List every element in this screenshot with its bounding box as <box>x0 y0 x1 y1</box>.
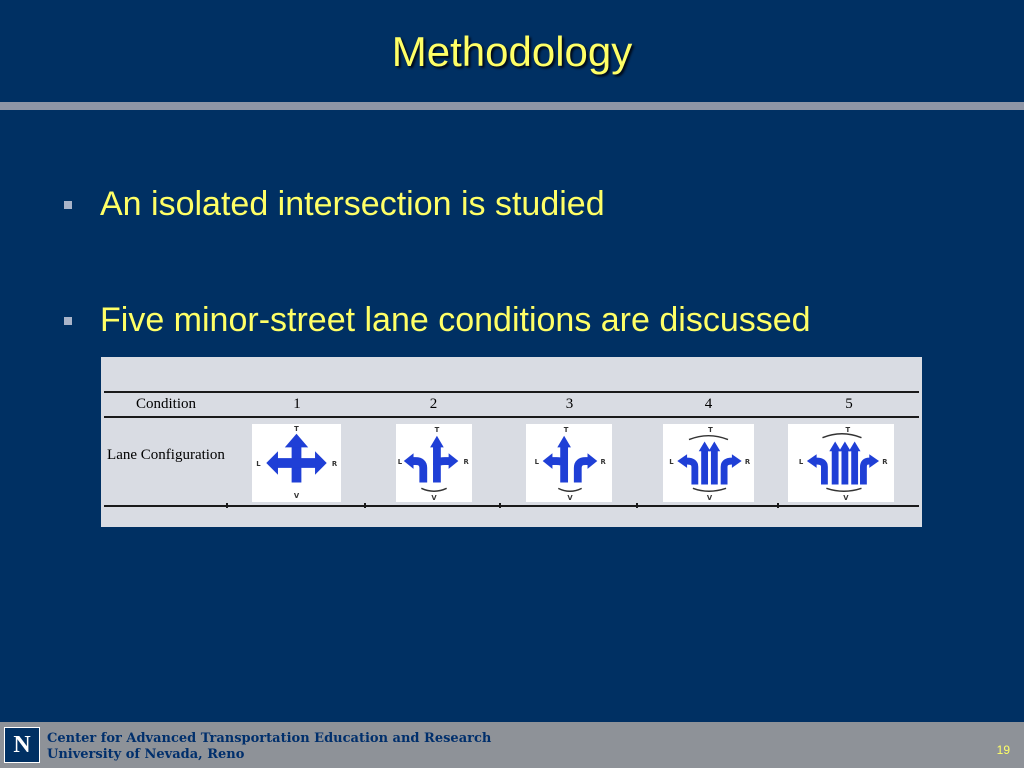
column-tick <box>226 503 228 508</box>
label-t: T <box>845 425 851 434</box>
condition-number: 5 <box>845 396 853 412</box>
column-tick <box>636 503 638 508</box>
footer-organization: Center for Advanced Transportation Education and Research <box>47 731 492 746</box>
lane-condition-table <box>101 357 922 527</box>
label-t: T <box>563 425 569 434</box>
lane-diagram-5 <box>788 424 894 502</box>
label-l: L <box>256 459 261 468</box>
label-l: L <box>798 457 804 466</box>
label-t: T <box>294 424 299 433</box>
exclusive-left-two-through-right-icon <box>788 424 894 502</box>
table-rule-header <box>104 416 919 418</box>
slide-title: Methodology <box>391 28 633 75</box>
label-l: L <box>669 457 674 466</box>
condition-header: Condition <box>135 396 196 412</box>
label-r: R <box>331 459 338 468</box>
slide-footer <box>0 722 1024 768</box>
label-v: V <box>293 492 300 501</box>
label-v: V <box>706 494 713 502</box>
lane-diagram-4 <box>663 424 754 502</box>
lane-diagram-1 <box>252 424 341 502</box>
bullet-text: An isolated intersection is studied <box>100 185 605 223</box>
label-t: T <box>708 425 713 434</box>
bullet-item <box>64 185 605 224</box>
exclusive-left-shared-through-right-icon <box>396 424 472 502</box>
bullet-item <box>64 301 811 340</box>
condition-number: 4 <box>704 396 713 412</box>
title-divider <box>0 102 1024 110</box>
bullet-text: Five minor-street lane conditions are discussed <box>100 301 811 339</box>
column-tick <box>364 503 366 508</box>
bullet-square-icon <box>64 201 72 209</box>
label-r: R <box>882 457 888 466</box>
label-v: V <box>567 494 573 502</box>
shared-left-through-exclusive-right-icon <box>526 424 612 502</box>
lane-diagram-3 <box>526 424 612 502</box>
exclusive-left-through-right-icon <box>663 424 754 502</box>
shared-left-through-right-lane-icon <box>252 424 341 502</box>
column-tick <box>777 503 779 508</box>
label-r: R <box>463 457 469 466</box>
label-l: L <box>397 457 403 466</box>
table-rule-top <box>104 391 919 393</box>
lane-diagram-2 <box>396 424 472 502</box>
label-v: V <box>431 494 437 502</box>
label-r: R <box>600 457 606 466</box>
condition-number: 1 <box>293 396 301 412</box>
column-tick <box>499 503 501 508</box>
label-r: R <box>744 457 751 466</box>
page-number: 19 <box>996 743 1010 757</box>
bullet-square-icon <box>64 317 72 325</box>
label-l: L <box>534 457 539 466</box>
university-logo: N <box>4 727 40 763</box>
footer-university: University of Nevada, Reno <box>47 747 245 762</box>
label-v: V <box>843 494 849 502</box>
condition-number: 3 <box>565 396 574 412</box>
label-t: T <box>434 425 440 434</box>
lane-configuration-label: Lane Configuration <box>107 447 225 463</box>
condition-number: 2 <box>429 396 438 412</box>
